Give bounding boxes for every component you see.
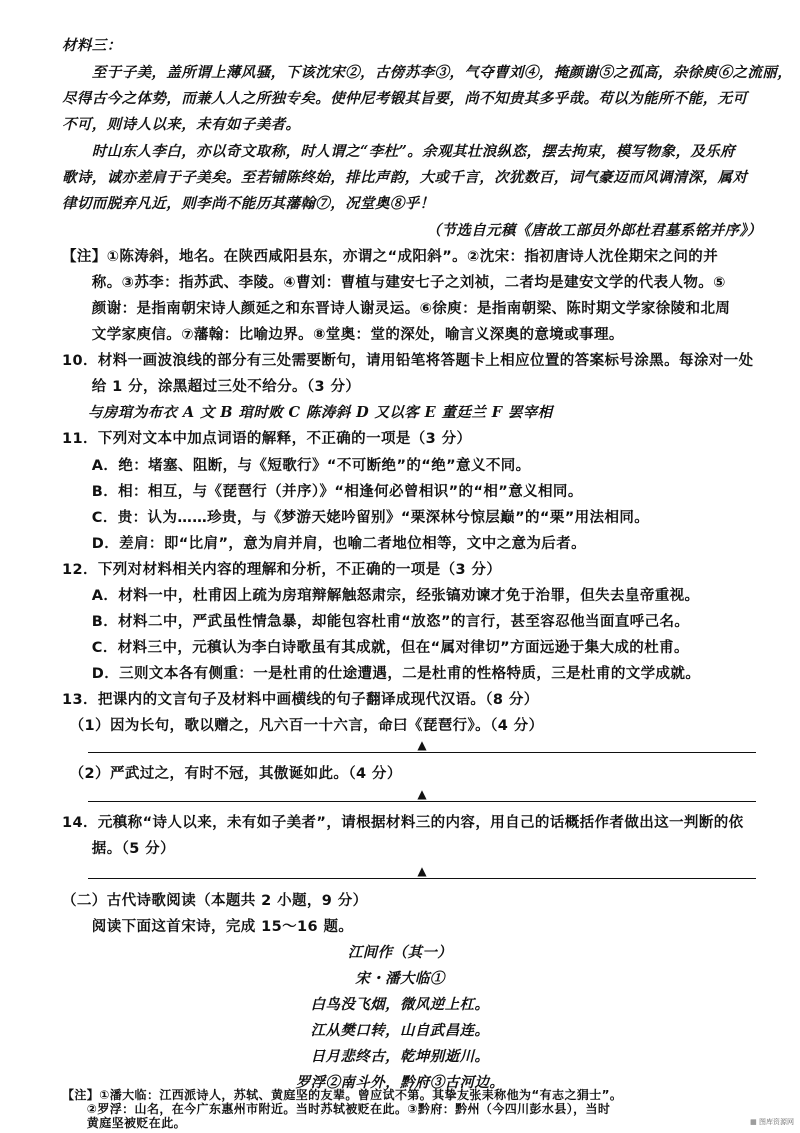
answer-line[interactable] — [88, 752, 756, 753]
material-source: （节选自元稹《唐故工部员外郎杜君墓系铭并序》） — [426, 222, 762, 239]
answer-line[interactable] — [88, 878, 756, 879]
question-12-line: 12．下列对材料相关内容的理解和分析，不正确的一项是（3 分） — [62, 562, 502, 578]
question-12-option: D．三则文本各有侧重：一是杜甫的仕途遭遇，二是杜甫的性格特质，三是杜甫的文学成就。 — [62, 666, 701, 682]
question-11-option: B．相：相互，与《琵琶行（并序）》“相逢何必曾相识”的“相”意义相同。 — [62, 484, 583, 500]
poem-line: 罗浮②南斗外，黔府③古河边。 — [295, 1074, 505, 1091]
section-title: （二）古代诗歌阅读（本题共 2 小题，9 分） — [62, 893, 368, 909]
question-12-option: B．材料二中，严武虽性情急暴，却能包容杜甫“放恣”的言行，甚至容忍他当面直呼己名。 — [62, 614, 690, 630]
material-text-line: 不可，则诗人以来，未有如子美者。 — [62, 116, 301, 133]
material-text-line: 歌诗，诚亦差肩于子美矣。至若铺陈终始，排比声韵，大或千言，次犹数百，词气豪迈而风调清深，属对 — [62, 169, 748, 186]
section-intro: 阅读下面这首宋诗，完成 15～16 题。 — [62, 919, 354, 935]
question-12-option: C．材料三中，元稹认为李白诗歌虽有其成就，但在“属对律切”方面远逊于集大成的杜甫。 — [62, 640, 689, 656]
poem-note-line: 【注】①潘大临：江西派诗人，苏轼、黄庭坚的友辈。曾应试不第。其挚友张耒称他为“有志之狷士”。 — [62, 1088, 623, 1102]
material-text-line: 至于子美，盖所谓上薄风骚，下该沈宋②，古傍苏李③，气夺曹刘④，掩颜谢⑤之孤高，杂徐庾⑥之流丽， — [62, 64, 793, 81]
question-11-line: 11．下列对文本中加点词语的解释，不正确的一项是（3 分） — [62, 431, 472, 447]
material-heading: 材料三： — [62, 37, 122, 54]
question-14-line: 据。（5 分） — [62, 841, 175, 857]
answer-marker-icon: ▲ — [417, 864, 427, 878]
poem-line: 白鸟没飞烟，微风逆上杠。 — [310, 996, 490, 1013]
material-text-line: 尽得古今之体势，而兼人人之所独专矣。使仲尼考锻其旨要，尚不知贵其多乎哉。苟以为能所不能，无可 — [62, 90, 748, 107]
poem-note-line: 黄庭坚被贬在此。 — [62, 1116, 187, 1130]
question-13-item: （1）因为长句，歌以赠之，凡六百一十六言，命曰《琵琶行》。（4 分） — [62, 718, 544, 734]
question-11-option: A．绝：堵塞、阻断，与《短歌行》“不可断绝”的“绝”意义不同。 — [62, 458, 531, 474]
answer-marker-icon: ▲ — [417, 787, 427, 801]
question-10-line: 给 1 分，涂黑超过三处不给分。（3 分） — [62, 379, 361, 395]
poem-line: 日月悲终古，乾坤别逝川。 — [310, 1048, 490, 1065]
poem-note-line: ②罗浮：山名，在今广东惠州市附近。当时苏轼被贬在此。③黔府：黔州（今四川彭水县），当时 — [62, 1102, 611, 1116]
question-13-item: （2）严武过之，有时不冠，其傲诞如此。（4 分） — [62, 766, 402, 782]
question-11-option: D．差肩：即“比肩”，意为肩并肩，也喻二者地位相等，文中之意为后者。 — [62, 536, 586, 552]
question-12-option: A．材料一中，杜甫因上疏为房琯辩解触怒肃宗，经张镐劝谏才免于治罪，但失去皇帝重视。 — [62, 588, 700, 604]
material-text-line: 律切而脱弃凡近，则李尚不能历其藩翰⑦，况堂奥⑧乎！ — [62, 195, 435, 212]
note-line: 【注】①陈涛斜，地名。在陕西咸阳县东，亦谓之“成阳斜”。②沈宋：指初唐诗人沈佺期宋之问的并 — [62, 249, 719, 265]
poem-line: 江从樊口转，山自武昌连。 — [310, 1022, 490, 1039]
answer-line[interactable] — [88, 801, 756, 802]
question-11-option: C．贵：认为……珍贵，与《梦游天姥吟留别》“栗深林兮惊层巅”的“栗”用法相同。 — [62, 510, 650, 526]
question-14-line: 14．元稹称“诗人以来，未有如子美者”，请根据材料三的内容，用自己的话概括作者做出这一判断的依 — [62, 815, 744, 831]
poem-author: 宋・潘大临① — [355, 970, 445, 987]
question-10-line: 10．材料一画波浪线的部分有三处需要断句，请用铅笔将答题卡上相应位置的答案标号涂黑。每涂对一处 — [62, 353, 754, 369]
note-line: 颜谢：是指南朝宋诗人颜延之和东晋诗人谢灵运。⑥徐庾：是指南朝梁、陈时期文学家徐陵和北周 — [62, 301, 731, 317]
answer-marker-icon: ▲ — [417, 738, 427, 752]
watermark-logo: ▦ 图库资源网 — [750, 1118, 794, 1126]
question-10-sentence: 与房琯为布衣 A 文 B 琯时败 C 陈涛斜 D 又以客 E 董廷兰 F 罢宰相 — [88, 404, 553, 421]
note-line: 称。③苏李：指苏武、李陵。④曹刘：曹植与建安七子之刘祯，二者均是建安文学的代表人物。⑤ — [62, 275, 726, 291]
poem-title: 江间作（其一） — [347, 944, 453, 961]
note-line: 文学家庾信。⑦藩翰：比喻边界。⑧堂奥：堂的深处，喻言义深奥的意境或事理。 — [62, 327, 624, 343]
question-13-title: 13．把课内的文言句子及材料中画横线的句子翻译成现代汉语。（8 分） — [62, 692, 539, 708]
material-text-line: 时山东人李白，亦以奇文取称，时人谓之“李杜”。余观其壮浪纵恣，摆去拘束，模写物象，及乐府 — [62, 143, 736, 160]
